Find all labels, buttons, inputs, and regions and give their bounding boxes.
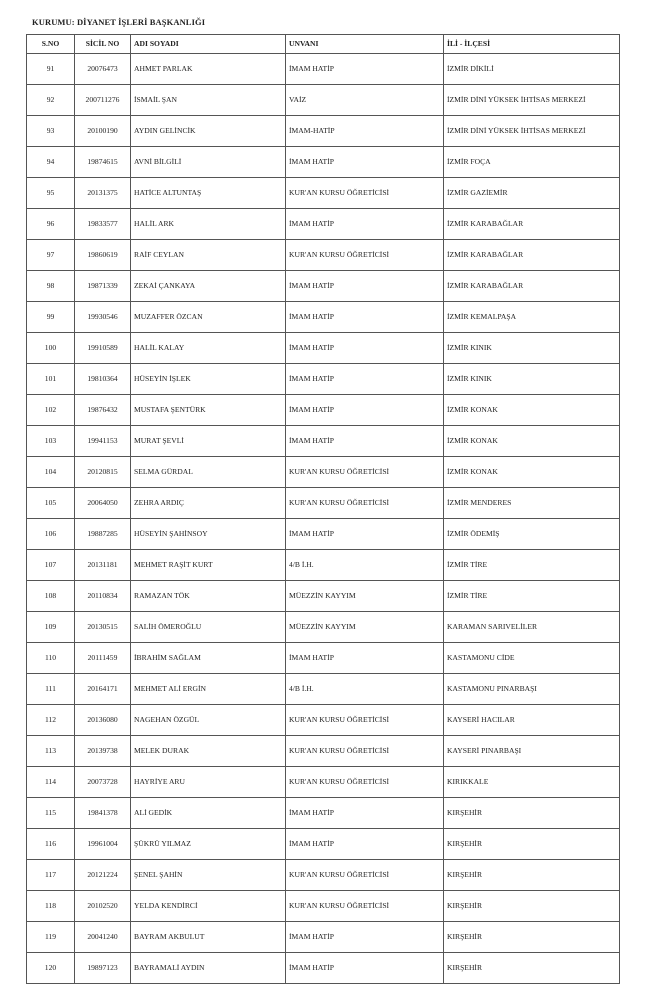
cell-name: BAYRAMALİ AYDIN — [131, 953, 286, 984]
cell-sno: 113 — [27, 736, 75, 767]
cell-sicil-no: 19941153 — [75, 426, 131, 457]
cell-name: ŞENEL ŞAHİN — [131, 860, 286, 891]
cell-name: SELMA GÜRDAL — [131, 457, 286, 488]
cell-title: İMAM HATİP — [286, 953, 444, 984]
table-row — [27, 333, 620, 364]
cell-sno: 116 — [27, 829, 75, 860]
table-header-row — [27, 35, 620, 54]
cell-location: İZMİR KONAK — [444, 426, 620, 457]
cell-location: KIRŞEHİR — [444, 922, 620, 953]
cell-name: MUZAFFER ÖZCAN — [131, 302, 286, 333]
table-row — [27, 829, 620, 860]
cell-sno: 112 — [27, 705, 75, 736]
table-row — [27, 488, 620, 519]
cell-name: İBRAHİM SAĞLAM — [131, 643, 286, 674]
cell-location: KIRŞEHİR — [444, 798, 620, 829]
cell-location: İZMİR FOÇA — [444, 147, 620, 178]
cell-sno: 119 — [27, 922, 75, 953]
cell-location: İZMİR ÖDEMİŞ — [444, 519, 620, 550]
cell-sno: 97 — [27, 240, 75, 271]
cell-sno: 101 — [27, 364, 75, 395]
cell-name: İSMAİL ŞAN — [131, 85, 286, 116]
table-row — [27, 85, 620, 116]
cell-location: İZMİR TİRE — [444, 581, 620, 612]
cell-location: İZMİR DİNİ YÜKSEK İHTİSAS MERKEZİ — [444, 85, 620, 116]
cell-sicil-no: 19961004 — [75, 829, 131, 860]
table-row — [27, 767, 620, 798]
cell-name: ALİ GEDİK — [131, 798, 286, 829]
cell-location: İZMİR GAZİEMİR — [444, 178, 620, 209]
cell-title: KUR'AN KURSU ÖĞRETİCİSİ — [286, 767, 444, 798]
cell-sicil-no: 20111459 — [75, 643, 131, 674]
cell-sicil-no: 20131181 — [75, 550, 131, 581]
cell-sicil-no: 20073728 — [75, 767, 131, 798]
cell-name: AVNİ BİLGİLİ — [131, 147, 286, 178]
cell-sicil-no: 20110834 — [75, 581, 131, 612]
table-row — [27, 364, 620, 395]
cell-sno: 100 — [27, 333, 75, 364]
cell-sicil-no: 20064050 — [75, 488, 131, 519]
table-row — [27, 705, 620, 736]
cell-sno: 104 — [27, 457, 75, 488]
cell-title: 4/B İ.H. — [286, 550, 444, 581]
cell-title: İMAM HATİP — [286, 643, 444, 674]
table-row — [27, 953, 620, 984]
cell-name: BAYRAM AKBULUT — [131, 922, 286, 953]
cell-title: KUR'AN KURSU ÖĞRETİCİSİ — [286, 891, 444, 922]
cell-name: ZEHRA ARDIÇ — [131, 488, 286, 519]
table-row — [27, 674, 620, 705]
cell-location: İZMİR KARABAĞLAR — [444, 271, 620, 302]
cell-name: ŞÜKRÜ YILMAZ — [131, 829, 286, 860]
table-row — [27, 271, 620, 302]
cell-sno: 92 — [27, 85, 75, 116]
cell-sicil-no: 20100190 — [75, 116, 131, 147]
cell-location: İZMİR DİNİ YÜKSEK İHTİSAS MERKEZİ — [444, 116, 620, 147]
table-row — [27, 116, 620, 147]
cell-sno: 99 — [27, 302, 75, 333]
table-row — [27, 612, 620, 643]
cell-sicil-no: 20136080 — [75, 705, 131, 736]
column-header-sicil-no: SİCİL NO — [75, 35, 131, 54]
cell-location: KASTAMONU CİDE — [444, 643, 620, 674]
cell-sno: 108 — [27, 581, 75, 612]
cell-sno: 118 — [27, 891, 75, 922]
cell-location: KASTAMONU PINARBAŞI — [444, 674, 620, 705]
cell-title: İMAM HATİP — [286, 519, 444, 550]
table-row — [27, 581, 620, 612]
cell-location: İZMİR KARABAĞLAR — [444, 240, 620, 271]
table-row — [27, 178, 620, 209]
cell-location: İZMİR DİKİLİ — [444, 54, 620, 85]
cell-sno: 103 — [27, 426, 75, 457]
table-row — [27, 550, 620, 581]
cell-name: HATİCE ALTUNTAŞ — [131, 178, 286, 209]
cell-sicil-no: 19930546 — [75, 302, 131, 333]
cell-sicil-no: 20131375 — [75, 178, 131, 209]
cell-location: İZMİR KINIK — [444, 364, 620, 395]
table-row — [27, 302, 620, 333]
table-row — [27, 798, 620, 829]
cell-location: KIRŞEHİR — [444, 860, 620, 891]
table-row — [27, 643, 620, 674]
cell-title: İMAM HATİP — [286, 333, 444, 364]
cell-sno: 109 — [27, 612, 75, 643]
cell-sicil-no: 20164171 — [75, 674, 131, 705]
cell-title: MÜEZZİN KAYYIM — [286, 581, 444, 612]
cell-sno: 93 — [27, 116, 75, 147]
table-row — [27, 860, 620, 891]
cell-name: RAİF CEYLAN — [131, 240, 286, 271]
cell-title: İMAM HATİP — [286, 426, 444, 457]
table-row — [27, 209, 620, 240]
cell-sno: 120 — [27, 953, 75, 984]
cell-title: İMAM HATİP — [286, 147, 444, 178]
cell-sicil-no: 20102520 — [75, 891, 131, 922]
table-row — [27, 240, 620, 271]
cell-name: MEHMET RAŞİT KURT — [131, 550, 286, 581]
cell-sicil-no: 20139738 — [75, 736, 131, 767]
cell-name: HAYRİYE ARU — [131, 767, 286, 798]
cell-title: İMAM HATİP — [286, 271, 444, 302]
cell-title: KUR'AN KURSU ÖĞRETİCİSİ — [286, 705, 444, 736]
table-body — [27, 54, 620, 984]
cell-location: İZMİR KEMALPAŞA — [444, 302, 620, 333]
cell-name: AYDIN GELİNCİK — [131, 116, 286, 147]
table-row — [27, 395, 620, 426]
cell-name: RAMAZAN TÖK — [131, 581, 286, 612]
cell-sno: 91 — [27, 54, 75, 85]
cell-name: MEHMET ALİ ERGİN — [131, 674, 286, 705]
table-row — [27, 891, 620, 922]
cell-location: KIRŞEHİR — [444, 829, 620, 860]
cell-title: İMAM HATİP — [286, 54, 444, 85]
column-header-sno: S.NO — [27, 35, 75, 54]
cell-sicil-no: 19897123 — [75, 953, 131, 984]
cell-sno: 96 — [27, 209, 75, 240]
cell-title: MÜEZZİN KAYYIM — [286, 612, 444, 643]
cell-sno: 98 — [27, 271, 75, 302]
cell-name: NAGEHAN ÖZGÜL — [131, 705, 286, 736]
cell-location: İZMİR KONAK — [444, 395, 620, 426]
table-row — [27, 736, 620, 767]
cell-sicil-no: 19887285 — [75, 519, 131, 550]
cell-sicil-no: 19833577 — [75, 209, 131, 240]
cell-location: İZMİR TİRE — [444, 550, 620, 581]
table-row — [27, 426, 620, 457]
personnel-table — [26, 34, 620, 984]
cell-sno: 94 — [27, 147, 75, 178]
table-row — [27, 54, 620, 85]
cell-title: 4/B İ.H. — [286, 674, 444, 705]
cell-title: İMAM HATİP — [286, 829, 444, 860]
cell-name: MUSTAFA ŞENTÜRK — [131, 395, 286, 426]
cell-location: KIRŞEHİR — [444, 891, 620, 922]
cell-title: KUR'AN KURSU ÖĞRETİCİSİ — [286, 178, 444, 209]
cell-title: KUR'AN KURSU ÖĞRETİCİSİ — [286, 860, 444, 891]
cell-sicil-no: 20121224 — [75, 860, 131, 891]
cell-sno: 111 — [27, 674, 75, 705]
cell-name: HALİL KALAY — [131, 333, 286, 364]
cell-sno: 115 — [27, 798, 75, 829]
cell-title: İMAM HATİP — [286, 209, 444, 240]
cell-sicil-no: 20076473 — [75, 54, 131, 85]
column-header-name: ADI SOYADI — [131, 35, 286, 54]
cell-sno: 105 — [27, 488, 75, 519]
cell-sno: 107 — [27, 550, 75, 581]
cell-location: KAYSERİ PINARBAŞI — [444, 736, 620, 767]
cell-name: SALİH ÖMEROĞLU — [131, 612, 286, 643]
cell-sicil-no: 19841378 — [75, 798, 131, 829]
cell-name: AHMET PARLAK — [131, 54, 286, 85]
cell-name: MELEK DURAK — [131, 736, 286, 767]
cell-sicil-no: 20120815 — [75, 457, 131, 488]
cell-title: KUR'AN KURSU ÖĞRETİCİSİ — [286, 736, 444, 767]
cell-title: VAİZ — [286, 85, 444, 116]
page-title: KURUMU: DİYANET İŞLERİ BAŞKANLIĞI — [32, 17, 206, 27]
column-header-location: İLİ - İLÇESİ — [444, 35, 620, 54]
cell-location: KARAMAN SARIVELİLER — [444, 612, 620, 643]
cell-sicil-no: 19910589 — [75, 333, 131, 364]
table-row — [27, 147, 620, 178]
cell-title: İMAM HATİP — [286, 395, 444, 426]
cell-sicil-no: 19876432 — [75, 395, 131, 426]
cell-name: HÜSEYİN İŞLEK — [131, 364, 286, 395]
cell-sno: 114 — [27, 767, 75, 798]
table-row — [27, 457, 620, 488]
cell-sicil-no: 20041240 — [75, 922, 131, 953]
cell-sicil-no: 200711276 — [75, 85, 131, 116]
cell-sicil-no: 19874615 — [75, 147, 131, 178]
cell-sno: 110 — [27, 643, 75, 674]
cell-title: KUR'AN KURSU ÖĞRETİCİSİ — [286, 488, 444, 519]
cell-name: MURAT ŞEVLİ — [131, 426, 286, 457]
cell-title: İMAM HATİP — [286, 798, 444, 829]
cell-title: İMAM HATİP — [286, 302, 444, 333]
cell-sno: 102 — [27, 395, 75, 426]
cell-sno: 117 — [27, 860, 75, 891]
cell-location: KIRŞEHİR — [444, 953, 620, 984]
cell-location: İZMİR KINIK — [444, 333, 620, 364]
cell-location: İZMİR MENDERES — [444, 488, 620, 519]
cell-sno: 106 — [27, 519, 75, 550]
cell-name: HALİL ARK — [131, 209, 286, 240]
cell-title: İMAM-HATİP — [286, 116, 444, 147]
cell-sicil-no: 20130515 — [75, 612, 131, 643]
cell-location: İZMİR KONAK — [444, 457, 620, 488]
cell-title: KUR'AN KURSU ÖĞRETİCİSİ — [286, 240, 444, 271]
cell-name: ZEKAİ ÇANKAYA — [131, 271, 286, 302]
cell-title: KUR'AN KURSU ÖĞRETİCİSİ — [286, 457, 444, 488]
cell-location: İZMİR KARABAĞLAR — [444, 209, 620, 240]
table-row — [27, 519, 620, 550]
cell-location: KIRIKKALE — [444, 767, 620, 798]
cell-sno: 95 — [27, 178, 75, 209]
column-header-title: UNVANI — [286, 35, 444, 54]
table-row — [27, 922, 620, 953]
cell-name: YELDA KENDİRCİ — [131, 891, 286, 922]
cell-sicil-no: 19860619 — [75, 240, 131, 271]
cell-name: HÜSEYİN ŞAHİNSOY — [131, 519, 286, 550]
cell-title: İMAM HATİP — [286, 364, 444, 395]
cell-sicil-no: 19871339 — [75, 271, 131, 302]
cell-location: KAYSERİ HACILAR — [444, 705, 620, 736]
cell-sicil-no: 19810364 — [75, 364, 131, 395]
cell-title: İMAM HATİP — [286, 922, 444, 953]
